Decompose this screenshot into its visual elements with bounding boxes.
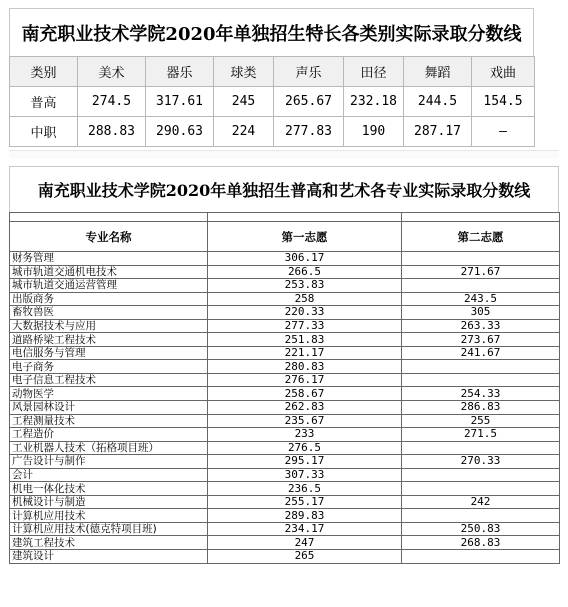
table-row bbox=[10, 414, 560, 428]
table-row bbox=[10, 550, 560, 564]
major-name-cell: 计算机应用技术(德克特项目班) bbox=[10, 522, 208, 536]
major-name-cell: 建筑设计 bbox=[10, 550, 208, 564]
major-name-cell: 建筑工程技术 bbox=[10, 536, 208, 550]
first-choice-score-cell: 251.83 bbox=[208, 333, 402, 347]
table1-header-cell: 器乐 bbox=[146, 57, 214, 87]
second-choice-score-cell: 268.83 bbox=[402, 536, 560, 550]
second-choice-score-cell bbox=[402, 482, 560, 496]
major-name-cell: 工程造价 bbox=[10, 428, 208, 442]
table2-header-cell: 专业名称 bbox=[10, 222, 208, 252]
table-cell: 288.83 bbox=[78, 117, 146, 147]
second-choice-score-cell bbox=[402, 468, 560, 482]
table1-header-cell: 田径 bbox=[344, 57, 404, 87]
first-choice-score-cell: 280.83 bbox=[208, 360, 402, 374]
table-row bbox=[10, 292, 560, 306]
major-name-cell: 电子商务 bbox=[10, 360, 208, 374]
major-name-cell: 城市轨道交通运营管理 bbox=[10, 279, 208, 293]
second-choice-score-cell: 250.83 bbox=[402, 522, 560, 536]
second-choice-score-cell bbox=[402, 550, 560, 564]
second-choice-score-cell: 263.33 bbox=[402, 319, 560, 333]
second-choice-score-cell: 286.83 bbox=[402, 401, 560, 415]
table-row bbox=[10, 279, 560, 293]
table2-spacer-row bbox=[10, 213, 560, 222]
table-row bbox=[10, 319, 560, 333]
table-cell: 普高 bbox=[10, 87, 78, 117]
special-talent-table-section bbox=[9, 8, 534, 147]
special-talent-table bbox=[9, 56, 535, 147]
second-choice-score-cell: 271.67 bbox=[402, 265, 560, 279]
table2-header-cell: 第一志愿 bbox=[208, 222, 402, 252]
major-name-cell: 会计 bbox=[10, 468, 208, 482]
table-row bbox=[10, 87, 535, 117]
table2-header-cell: 第二志愿 bbox=[402, 222, 560, 252]
table-cell: 244.5 bbox=[404, 87, 472, 117]
table-row bbox=[10, 428, 560, 442]
major-name-cell: 广告设计与制作 bbox=[10, 455, 208, 469]
second-choice-score-cell bbox=[402, 509, 560, 523]
first-choice-score-cell: 276.17 bbox=[208, 373, 402, 387]
first-choice-score-cell: 236.5 bbox=[208, 482, 402, 496]
major-score-table-title: 南充职业技术学院2020年单独招生普高和艺术各专业实际录取分数线 bbox=[9, 166, 559, 212]
major-name-cell: 畜牧兽医 bbox=[10, 306, 208, 320]
major-name-cell: 计算机应用技术 bbox=[10, 509, 208, 523]
table1-header-cell: 戏曲 bbox=[472, 57, 535, 87]
second-choice-score-cell: 254.33 bbox=[402, 387, 560, 401]
table-cell: 232.18 bbox=[344, 87, 404, 117]
table1-header-cell: 声乐 bbox=[274, 57, 344, 87]
table-row bbox=[10, 387, 560, 401]
table-cell: 277.83 bbox=[274, 117, 344, 147]
first-choice-score-cell: 235.67 bbox=[208, 414, 402, 428]
first-choice-score-cell: 276.5 bbox=[208, 441, 402, 455]
major-name-cell: 道路桥梁工程技术 bbox=[10, 333, 208, 347]
table1-header-cell: 舞蹈 bbox=[404, 57, 472, 87]
major-name-cell: 财务管理 bbox=[10, 252, 208, 266]
table-cell: 154.5 bbox=[472, 87, 535, 117]
second-choice-score-cell bbox=[402, 279, 560, 293]
table1-header-cell: 美术 bbox=[78, 57, 146, 87]
second-choice-score-cell bbox=[402, 360, 560, 374]
table-row bbox=[10, 373, 560, 387]
table2-body bbox=[10, 252, 560, 564]
table-row bbox=[10, 265, 560, 279]
first-choice-score-cell: 247 bbox=[208, 536, 402, 550]
first-choice-score-cell: 220.33 bbox=[208, 306, 402, 320]
table-row bbox=[10, 117, 535, 147]
second-choice-score-cell: 242 bbox=[402, 495, 560, 509]
table-row bbox=[10, 509, 560, 523]
table1-header-cell: 类别 bbox=[10, 57, 78, 87]
first-choice-score-cell: 266.5 bbox=[208, 265, 402, 279]
first-choice-score-cell: 253.83 bbox=[208, 279, 402, 293]
table-row bbox=[10, 306, 560, 320]
table-row bbox=[10, 482, 560, 496]
first-choice-score-cell: 265 bbox=[208, 550, 402, 564]
table-cell: — bbox=[472, 117, 535, 147]
table-cell: 190 bbox=[344, 117, 404, 147]
major-name-cell: 工程测量技术 bbox=[10, 414, 208, 428]
table-row bbox=[10, 360, 560, 374]
table-row bbox=[10, 252, 560, 266]
major-name-cell: 动物医学 bbox=[10, 387, 208, 401]
second-choice-score-cell: 305 bbox=[402, 306, 560, 320]
table-row bbox=[10, 495, 560, 509]
major-name-cell: 电信服务与管理 bbox=[10, 346, 208, 360]
table-cell: 287.17 bbox=[404, 117, 472, 147]
second-choice-score-cell: 273.67 bbox=[402, 333, 560, 347]
table-row bbox=[10, 455, 560, 469]
section-divider bbox=[9, 150, 559, 159]
table-cell: 274.5 bbox=[78, 87, 146, 117]
second-choice-score-cell bbox=[402, 252, 560, 266]
table-row bbox=[10, 536, 560, 550]
second-choice-score-cell: 241.67 bbox=[402, 346, 560, 360]
table-cell: 中职 bbox=[10, 117, 78, 147]
major-name-cell: 工业机器人技术（拓格项目班） bbox=[10, 441, 208, 455]
table1-header-cell: 球类 bbox=[214, 57, 274, 87]
first-choice-score-cell: 289.83 bbox=[208, 509, 402, 523]
table1-header-row bbox=[10, 57, 535, 87]
table-row bbox=[10, 441, 560, 455]
table-cell: 245 bbox=[214, 87, 274, 117]
major-name-cell: 城市轨道交通机电技术 bbox=[10, 265, 208, 279]
table2-header-row bbox=[10, 222, 560, 252]
second-choice-score-cell bbox=[402, 373, 560, 387]
first-choice-score-cell: 295.17 bbox=[208, 455, 402, 469]
first-choice-score-cell: 262.83 bbox=[208, 401, 402, 415]
special-talent-table-title: 南充职业技术学院2020年单独招生特长各类别实际录取分数线 bbox=[9, 8, 534, 56]
major-score-table bbox=[9, 212, 560, 564]
table-cell: 265.67 bbox=[274, 87, 344, 117]
table-row bbox=[10, 346, 560, 360]
major-name-cell: 风景园林设计 bbox=[10, 401, 208, 415]
first-choice-score-cell: 234.17 bbox=[208, 522, 402, 536]
second-choice-score-cell: 271.5 bbox=[402, 428, 560, 442]
table-cell: 317.61 bbox=[146, 87, 214, 117]
first-choice-score-cell: 306.17 bbox=[208, 252, 402, 266]
table-row bbox=[10, 333, 560, 347]
major-name-cell: 出版商务 bbox=[10, 292, 208, 306]
table-row bbox=[10, 468, 560, 482]
first-choice-score-cell: 233 bbox=[208, 428, 402, 442]
second-choice-score-cell: 255 bbox=[402, 414, 560, 428]
table-row bbox=[10, 401, 560, 415]
second-choice-score-cell bbox=[402, 441, 560, 455]
first-choice-score-cell: 307.33 bbox=[208, 468, 402, 482]
major-name-cell: 机电一体化技术 bbox=[10, 482, 208, 496]
first-choice-score-cell: 255.17 bbox=[208, 495, 402, 509]
table-cell: 224 bbox=[214, 117, 274, 147]
major-score-table-section bbox=[9, 166, 559, 564]
major-name-cell: 大数据技术与应用 bbox=[10, 319, 208, 333]
second-choice-score-cell: 270.33 bbox=[402, 455, 560, 469]
major-name-cell: 电子信息工程技术 bbox=[10, 373, 208, 387]
second-choice-score-cell: 243.5 bbox=[402, 292, 560, 306]
first-choice-score-cell: 258.67 bbox=[208, 387, 402, 401]
major-name-cell: 机械设计与制造 bbox=[10, 495, 208, 509]
first-choice-score-cell: 277.33 bbox=[208, 319, 402, 333]
first-choice-score-cell: 258 bbox=[208, 292, 402, 306]
first-choice-score-cell: 221.17 bbox=[208, 346, 402, 360]
table-row bbox=[10, 522, 560, 536]
table-cell: 290.63 bbox=[146, 117, 214, 147]
